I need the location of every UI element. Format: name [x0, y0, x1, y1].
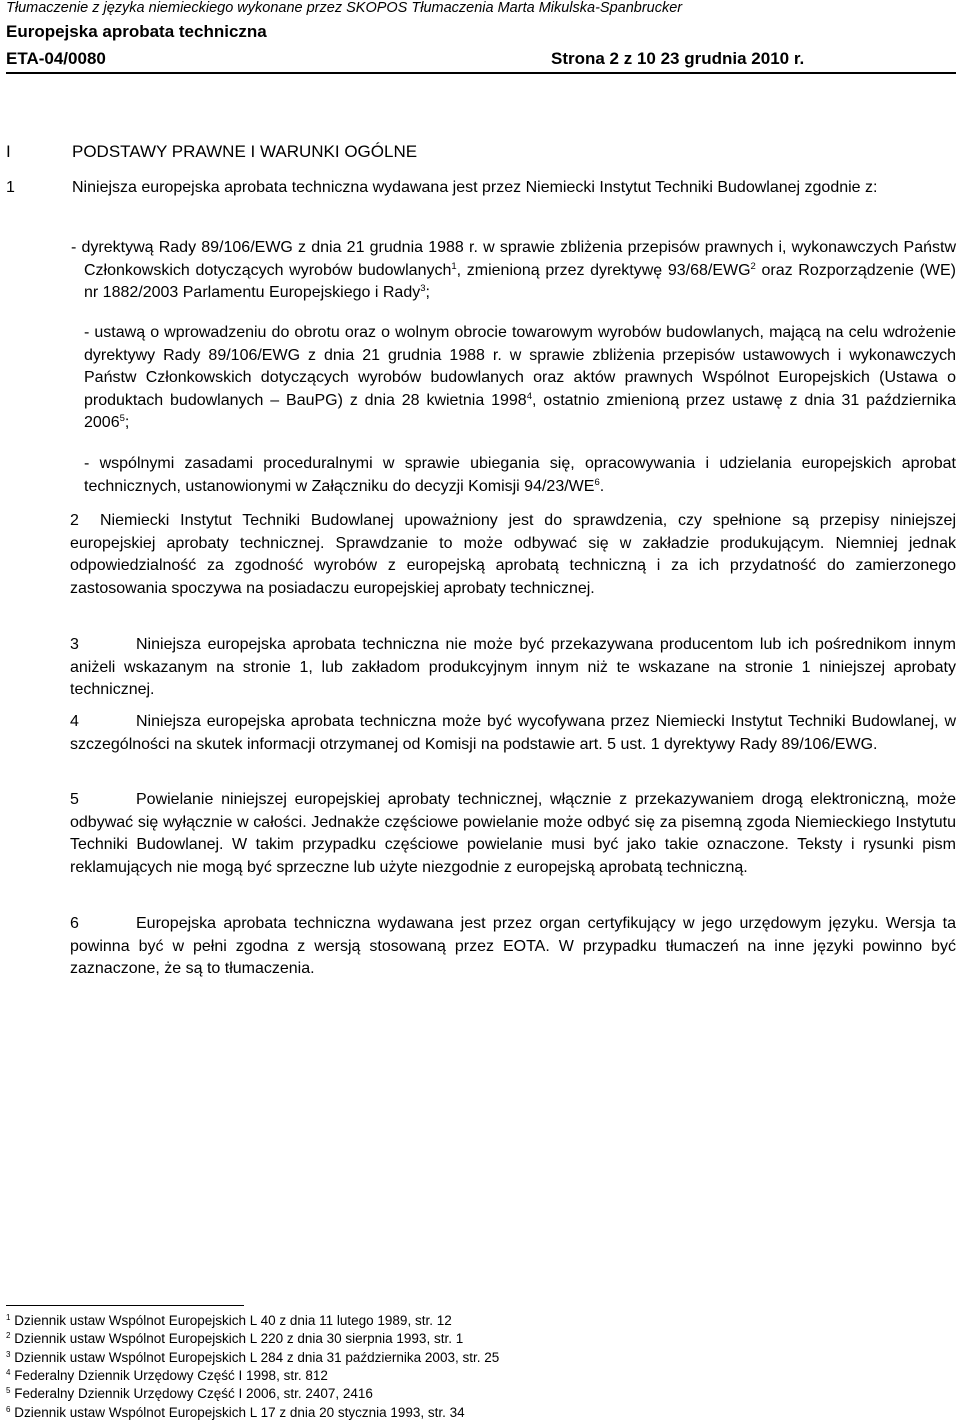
paragraph-1-intro: Niniejsza europejska aprobata techniczna wydawana jest przez Niemiecki Instytut Techniki Budowlanej zgodnie z:: [72, 179, 878, 196]
footnote-2: $^2$ Dziennik ustaw Wspólnot Europejskich L 220 z dnia 30 sierpnia 1993, str. 1: [6, 1331, 464, 1346]
paragraph-2-number: 2: [70, 512, 79, 529]
paragraph-5-text: Powielanie niniejszej europejskiej aprobaty technicznej, włącznie z przekazywaniem drogą elektroniczną, może odbywać się wyłącznie w całości. Jednakże częściowe powielanie może odbyć się za pisemną zgoda Niemieckiego Instytutu Techniki Budowlanej. W takim przypadku częściowe powielanie musi być jako takie oznaczone. Teksty i rysunki pism reklamujących nie mogą być sprzeczne lub użyte niezgodnie z europejską aprobatą techniczną.: [70, 791, 956, 876]
paragraph-4-text: Niniejsza europejska aprobata techniczna może być wycofywana przez Niemiecki Instytut Techniki Budowlanej, w szczególności na skutek informacji otrzymanej od Komisji na podstawie art. 5 ust. 1 dyrektywy Rady 89/106/EWG.: [70, 713, 956, 753]
paragraph-6-number: 6: [70, 915, 79, 932]
footnote-ref-6: 6: [594, 476, 600, 488]
paragraph-5-number: 5: [70, 791, 79, 808]
translator-note: Tłumaczenie z języka niemieckiego wykonane przez SKOPOS Tłumaczenia Marta Mikulska-Spanbrucker: [6, 0, 683, 16]
paragraph-3-text: Niniejsza europejska aprobata techniczna nie może być przekazywana producentom lub ich pośrednikom innym aniżeli wskazanym na stronie 1, lub zakładom produkcyjnym innym niż te wskazane na stronie 1 niniejszej aprobaty technicznej.: [70, 636, 956, 699]
footnote-ref-4: 4: [526, 390, 532, 402]
item-1-text-c: oraz Rozporządzenie (WE) nr 1882/2003 Parlamentu Europejskiego i Rady: [84, 261, 957, 302]
footnote-5: $^5$ Federalny Dziennik Urzędowy Część I 2006, str. 2407, 2416: [6, 1386, 373, 1401]
item-3-text-a: - wspólnymi zasadami proceduralnymi w sprawie ubiegania się, opracowywania i udzielania europejskich aprobat technicznych, ustanowionymi w Załączniku do decyzji Komisji 94/23/WE: [84, 455, 956, 495]
footnote-ref-1: 1: [451, 260, 457, 272]
paragraph-3: [70, 634, 956, 702]
item-1-text-a: - dyrektywą Rady 89/106/EWG z dnia 21 grudnia 1988 r. w sprawie zbliżenia przepisów prawnych i, wykonawczych Państw Członkowskich dotyczących wyrobów budowlanych: [71, 239, 956, 279]
footnote-3: $^3$ Dziennik ustaw Wspólnot Europejskich L 284 z dnia 31 października 2003, str. 25: [6, 1350, 500, 1365]
item-2-text-c: ;: [124, 414, 130, 432]
list-item-act: [67, 322, 956, 435]
document-id: ETA-04/0080: [6, 49, 106, 68]
paragraph-1-number: 1: [6, 179, 15, 196]
section-title: PODSTAWY PRAWNE I WARUNKI OGÓLNE: [72, 142, 418, 161]
paragraph-4: [70, 711, 956, 756]
item-1-text-d: ;: [425, 284, 430, 302]
paragraph-2: [70, 510, 956, 600]
footnote-divider: [6, 1305, 244, 1306]
item-2-text-a: - ustawą o wprowadzeniu do obrotu oraz o wolnym obrocie towarowym wyrobów budowlanych, mającą na celu wdrożenie dyrektywy Rady 89/106/EWG z dnia 21 grudnia 1988 r. w sprawie zbliżenia przepisów ustawowych i wykonawczych Państw Członkowskich dotyczących wyrobów budowlanych oraz aktów prawnych Wspólnot Europejskich (Ustawa o produktach budowlanych – BauPG) z dnia 28 kwietnia 1998: [84, 324, 956, 409]
item-1-text-b: , zmienioną przez dyrektywę 93/68/EWG: [456, 261, 751, 279]
paragraph-6-text: Europejska aprobata techniczna wydawana jest przez organ certyfikujący w jego urzędowym języku. Wersja ta powinna być w pełni zgodna z wersją stosowaną przez EOTA. W przypadku tłumaczeń na inne języki powinno być zaznaczone, że są to tłumaczenia.: [70, 915, 956, 978]
paragraph-6: [70, 913, 956, 981]
list-item-directive: [67, 237, 956, 305]
footnote-4: $^4$ Federalny Dziennik Urzędowy Część I 1998, str. 812: [6, 1368, 328, 1383]
footnote-ref-5: 5: [119, 413, 125, 425]
item-2-text-b: , ostatnio zmienioną przez ustawę z dnia 31 października 2006: [84, 391, 956, 432]
section-number: I: [6, 142, 11, 161]
footnote-1: $^1$ Dziennik ustaw Wspólnot Europejskich L 40 z dnia 11 lutego 1989, str. 12: [6, 1313, 452, 1328]
paragraph-3-number: 3: [70, 636, 79, 653]
footnote-ref-3: 3: [420, 283, 426, 295]
item-3-text-b: .: [599, 477, 605, 495]
paragraph-5: [70, 789, 956, 879]
paragraph-4-number: 4: [70, 713, 79, 730]
header-divider: [6, 72, 956, 74]
list-item-procedures: [67, 453, 956, 498]
paragraph-2-text: Niemiecki Instytut Techniki Budowlanej upoważniony jest do sprawdzenia, czy spełnione są przepisy niniejszej europejskiej aprobaty technicznej. Sprawdzanie to może odbywać się w zakładzie produkującym. Niemniej jednak odpowiedzialność za zgodność wyrobów z europejską aprobatą techniczną i za ich przydatność do zamierzonego zastosowania spoczywa na posiadaczu europejskiej aprobaty technicznej.: [70, 512, 956, 597]
document-title: Europejska aprobata techniczna: [6, 22, 267, 41]
footnote-6: $^6$ Dziennik ustaw Wspólnot Europejskich L 17 z dnia 20 stycznia 1993, str. 34: [6, 1405, 465, 1420]
footnote-ref-2: 2: [750, 260, 756, 272]
page-info: Strona 2 z 10 23 grudnia 2010 r.: [551, 49, 805, 68]
